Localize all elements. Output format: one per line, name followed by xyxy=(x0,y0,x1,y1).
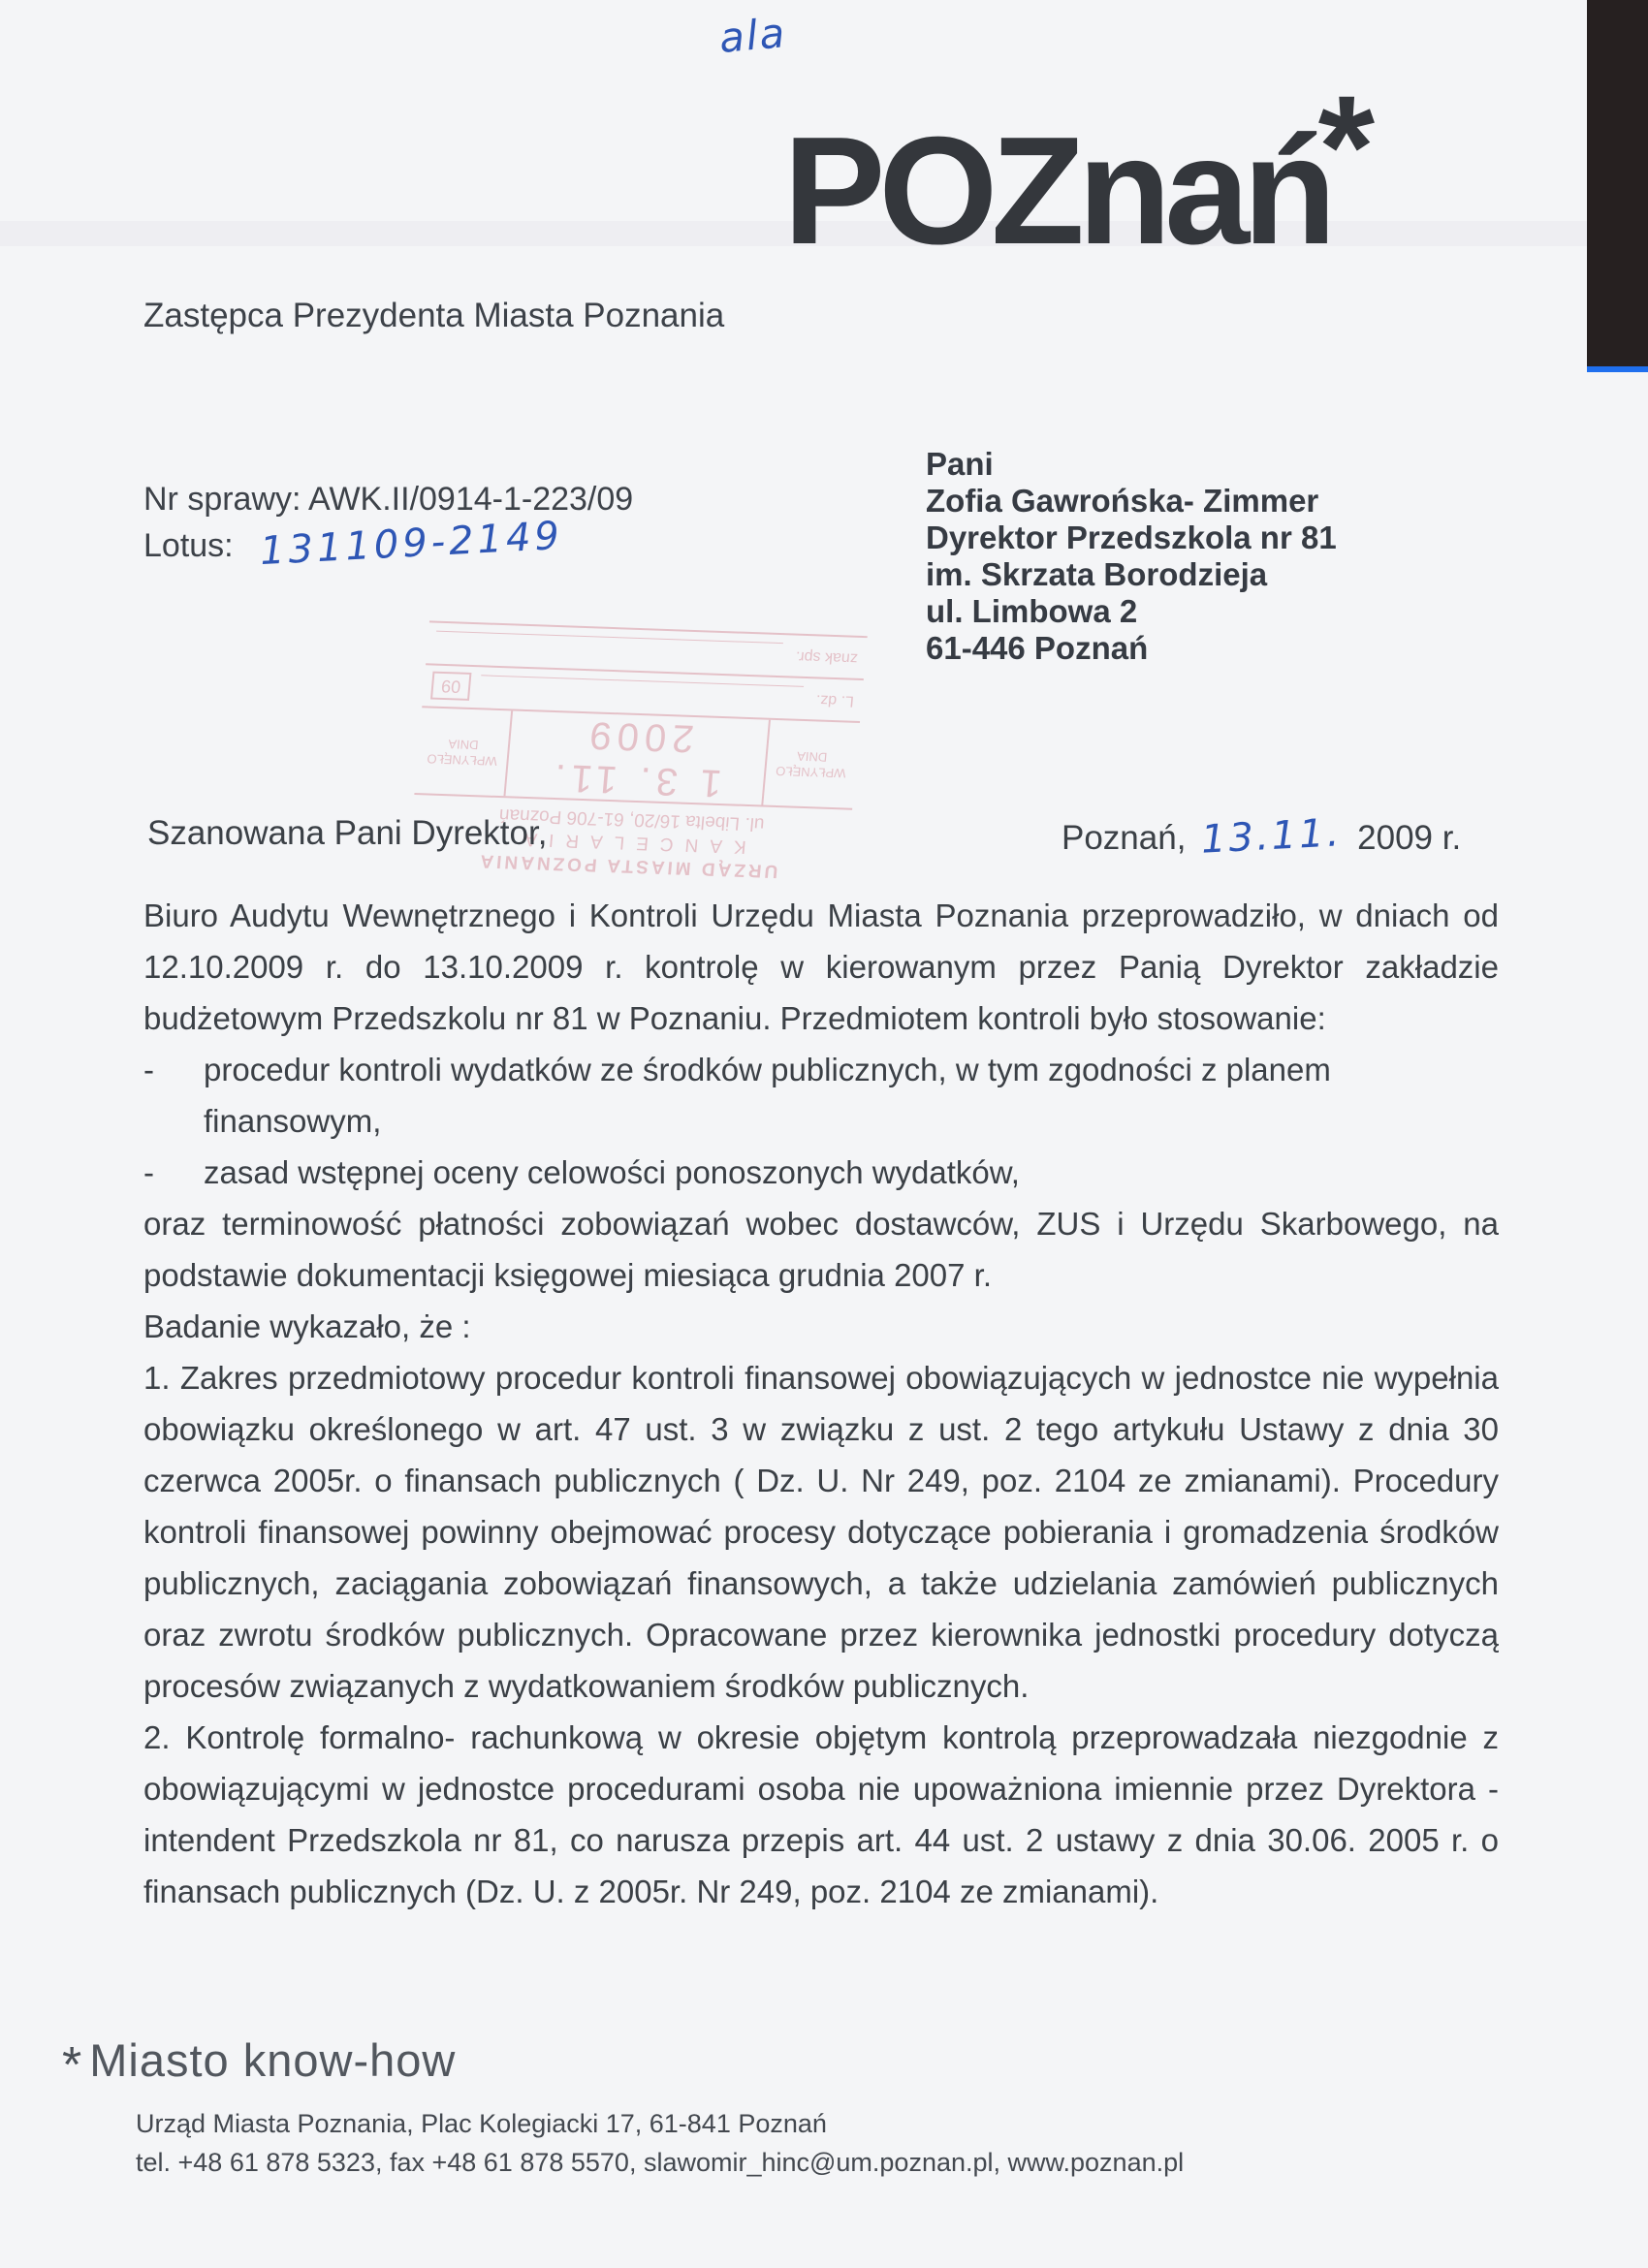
stamp-org-address: ul. Libelta 16/20, 61-706 Poznań xyxy=(498,804,766,835)
recipient-line-name: Zofia Gawrońska- Zimmer xyxy=(926,483,1319,519)
stamp-received-label-right xyxy=(415,708,514,796)
stamp-date-value: 1 3. 11. 2009 xyxy=(547,713,724,804)
case-number-label: Nr sprawy: xyxy=(143,481,301,518)
poznan-logo-asterisk-icon: * xyxy=(1317,65,1376,228)
stamp-znak-label: znak spr. xyxy=(794,647,859,667)
lotus-row xyxy=(143,513,633,575)
poznan-logo xyxy=(783,65,1386,276)
bullet-text-1: procedur kontroli wydatków ze środków publicznych, w tym zgodności z planem finansowym, xyxy=(204,1052,1331,1139)
stamp-received-word: WPŁYNĘŁO xyxy=(426,751,498,769)
body-paragraph-continuation: oraz terminowość płatności zobowiązań wobec dostawców, ZUS i Urzędu Skarbowego, na podstawie dokumentacji księgowej miesiąca grudnia 2007 r. xyxy=(143,1206,1499,1293)
footer-asterisk-icon: * xyxy=(62,2037,82,2094)
stamp-org-dept: KANCELARIA xyxy=(512,828,747,857)
stamp-ldz-blank-line xyxy=(479,675,804,711)
footer-brand-row xyxy=(62,2033,1184,2095)
stamp-received-word: WPŁYNĘŁO xyxy=(775,763,847,781)
poznan-logo-wordmark: POZnań xyxy=(783,106,1330,276)
body-paragraph-findings-intro: Badanie wykazało, że : xyxy=(143,1308,471,1344)
footer-contact-block xyxy=(136,2104,1184,2182)
bullet-dash-1: - xyxy=(143,1052,154,1087)
lotus-number-handwritten: 131109-2149 xyxy=(259,513,565,575)
body-bullet-1 xyxy=(143,1044,1499,1147)
scanner-strip xyxy=(1587,0,1648,366)
recipient-line-salutation: Pani xyxy=(926,446,994,482)
stamp-znak-blank-line xyxy=(434,631,783,669)
case-meta-block xyxy=(143,477,634,575)
recipient-line-institution: im. Skrzata Borodzieja xyxy=(926,556,1268,592)
footer-brand-slogan: Miasto know-how xyxy=(89,2034,457,2086)
body-paragraph-finding-1: 1. Zakres przedmiotowy procedur kontroli finansowej obowiązujących w jednostce nie wypełnia obowiązku określonego w art. 47 ust. 3 w związku z ust. 2 tego artykułu Ustawy z dnia 30 czerwca 2005r. o finansach publicznych ( Dz. U. Nr 249, poz. 2104 ze zmianami). Procedury kontroli finansowej powinny obejmować procesy dotyczące pobierania i gromadzenia środków publicznych, zaciągania zobowiązań finansowych, a także udzielania zamówień publicznych oraz zwrotu środków publicznych. Opracowane przez kierownika jednostki procedury dotyczą procesów związanych z wydatkowaniem środków publicznych. xyxy=(143,1360,1499,1704)
dateline xyxy=(1062,810,1462,863)
bullet-text-2: zasad wstępnej oceny celowości ponoszonych wydatków, xyxy=(204,1154,1020,1190)
salutation: Szanowana Pani Dyrektor, xyxy=(147,814,548,852)
scanner-strip-blue-line xyxy=(1587,366,1648,372)
stamp-box-number: 09 xyxy=(430,672,472,701)
recipient-address-block xyxy=(926,446,1337,667)
case-number-value: AWK.II/0914-1-223/09 xyxy=(308,481,634,518)
stamp-ldz-label: L. dz. xyxy=(815,691,855,709)
recipient-line-city: 61-446 Poznań xyxy=(926,630,1149,666)
stamp-day-word: DNIA xyxy=(796,748,828,765)
lotus-label: Lotus: xyxy=(143,527,234,564)
stamp-date-row xyxy=(414,706,860,810)
letter-body xyxy=(143,890,1499,1917)
dateline-handwritten-date: 13.11. xyxy=(1200,810,1344,863)
footer-contact-line: tel. +48 61 878 5323, fax +48 61 878 5570, slawomir_hinc@um.poznan.pl, www.poznan.pl xyxy=(136,2148,1185,2177)
stamp-received-label-left xyxy=(761,720,860,808)
recipient-line-street: ul. Limbowa 2 xyxy=(926,593,1138,629)
body-paragraph-finding-2: 2. Kontrolę formalno- rachunkową w okresie objętym kontrolą przeprowadzała niezgodnie z obowiązującymi w jednostce procedurami osoba nie upoważniona imiennie przez Dyrektora - intendent Przedszkola nr 81, co narusza przepis art. 44 ust. 2 ustawy z dnia 30.06. 2005 r. o finansach publicznych (Dz. U. z 2005r. Nr 249, poz. 2104 ze zmianami). xyxy=(143,1719,1499,1909)
letter-footer xyxy=(62,2033,1184,2182)
bullet-dash-2: - xyxy=(143,1154,154,1190)
stamp-day-word: DNIA xyxy=(447,737,480,753)
body-bullet-2 xyxy=(143,1147,1499,1198)
sender-title: Zastępca Prezydenta Miasta Poznania xyxy=(143,297,725,334)
footer-address-line: Urząd Miasta Poznania, Plac Kolegiacki 17, 61-841 Poznań xyxy=(136,2109,827,2138)
dateline-year: 2009 r. xyxy=(1357,819,1462,857)
stamp-org-name: URZĄD MIASTA POZNANIA xyxy=(476,850,779,882)
recipient-line-role: Dyrektor Przedszkola nr 81 xyxy=(926,520,1337,555)
handwritten-note: ala xyxy=(716,9,789,62)
dateline-place: Poznań, xyxy=(1062,819,1187,857)
body-paragraph-intro: Biuro Audytu Wewnętrznego i Kontroli Urzędu Miasta Poznania przeprowadziło, w dniach od 12.10.2009 r. do 13.10.2009 r. kontrolę w kierowanym przez Panią Dyrektor zakładzie budżetowym Przedszkolu nr 81 w Poznaniu. Przedmiotem kontroli było stosowanie: xyxy=(143,898,1499,1036)
